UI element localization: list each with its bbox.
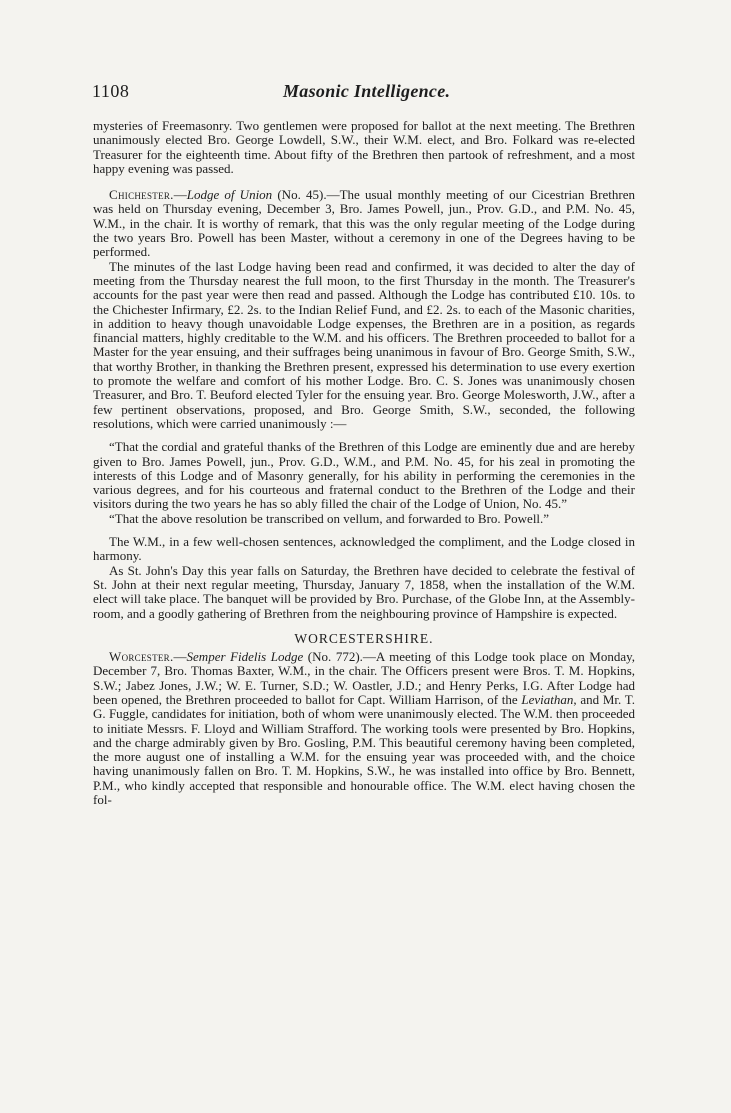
lodge-name: Semper Fidelis Lodge [186,649,304,665]
dash: — [173,187,187,203]
section-heading: WORCESTERSHIRE. [294,630,434,646]
paragraph-chichester [93,188,635,259]
place-name: Worcester. [109,649,174,665]
paragraph-text: , and Mr. T. G. Fuggle, candidates for initiation, both of whom were unanimously elected. The W.M. then proceeded to initiate Messrs. F. Lloyd and William Strafford. The working tools were presented by Bro. Hopkins, and the charge admirably given by Bro. Gosling, P.M. This beautiful ceremony having been completed, the more august one of installing a W.M. for the ensuing year was proceeded with, and the choice having unanimously fallen on Bro. T. M. Hopkins, S.W., he was installed into office by Bro. Bennett, P.M., who kindly accepted that responsible and honourable office. The W.M. elect having chosen the fol- [93,691,635,808]
paragraph-worcester [93,650,635,807]
dash: — [173,649,187,665]
paragraph-fulham-continued: mysteries of Freemasonry. Two gentlemen were proposed for ballot at the next meeting. The Brethren unanimously elected Bro. George Lowdell, S.W., their W.M. elect, and Bro. Folkard was re-elected Treasurer for the eighteenth time. About fifty of the Brethren then partook of refreshment, and a most happy evening was passed. [93,118,635,176]
running-title: Masonic Intelligence. [283,81,451,101]
ship-name: Leviathan [521,691,574,707]
paragraph-acknowledgement: The W.M., in a few well-chosen sentences, acknowledged the compliment, and the Lodge closed in harmony. [93,534,635,564]
place-name: Chichester. [109,187,174,203]
paragraph-st-john: As St. John's Day this year falls on Saturday, the Brethren have decided to celebrate the festival of St. John at their next regular meeting, Thursday, January 7, 1858, when the installation of the W.M. elect will take place. The banquet will be provided by Bro. Purchase, of the Globe Inn, at the Assembly-room, and a goodly gathering of Brethren from the neighbouring province of Hampshire is expected. [93,562,635,621]
quote-resolution-2: “That the above resolution be transcribed on vellum, and forwarded to Bro. Powell.” [109,510,550,526]
paragraph-minutes: The minutes of the last Lodge having been read and confirmed, it was decided to alter the day of meeting from the Thursday nearest the full moon, to the first Thursday in the month. The Treasurer's accounts for the past year were then read and passed. Although the Lodge has contributed £10. 10s. to the Chichester Infirmary, £2. 2s. to the Indian Relief Fund, and £2. 2s. to each of the Masonic charities, in addition to heavy though unavoidable Lodge expenses, the Brethren are in a position, as regards financial matters, highly creditable to the W.M. and his officers. The Brethren proceeded to ballot for a Master for the year ensuing, and their suffrages being unanimous in favour of Bro. George Smith, S.W., that worthy Brother, in thanking the Brethren present, expressed his determination to use every exertion to promote the welfare and comfort of his mother Lodge. Bro. C. S. Jones was unanimously chosen Treasurer, and Bro. T. Beuford elected Tyler for the ensuing year. Bro. George Molesworth, J.W., after a few pertinent observations, proposed, and Bro. George Smith, S.W., seconded, the following resolutions, which were carried unanimously :— [93,258,635,431]
page-number: 1108 [92,81,130,101]
article-body [93,119,635,807]
lodge-name: Lodge of Union [186,187,273,203]
quote-resolution-1: “That the cordial and grateful thanks of the Brethren of this Lodge are eminently due and are hereby given to Bro. James Powell, jun., Prov. G.D., W.M., and P.M. No. 45, for his zeal in promoting the interests of this Lodge and of Masonry generally, for his ability in performing the ceremonies in the various degrees, and for his courteous and fraternal conduct to the Brethren of the Lodge and their visitors during the two years he has so ably filled the chair of the Lodge of Union, No. 45.” [93,439,635,512]
paragraph-text: (No. 45).—The usual monthly meeting of our Cicestrian Brethren was held on Thursday evening, December 3, Bro. James Powell, jun., Prov. G.D., and P.M. No. 45, W.M., in the chair. It is worthy of remark, that this was the only regular meeting of the Lodge during the two years Bro. Powell has been Master, without a ceremony in one of the Degrees having to be performed. [93,187,635,260]
paragraph-text: (No. 772).—A meeting of this Lodge took place on Monday, December 7, Bro. Thomas Baxter, W.M., in the chair. The Officers present were Bros. T. M. Hopkins, S.W.; Jabez Jones, J.W.; W. E. Turner, S.D.; W. Oastler, J.D.; and Henry Perks, I.G. After Lodge had been opened, the Brethren proceeded to ballot for Capt. William Harrison, of the [93,649,636,707]
